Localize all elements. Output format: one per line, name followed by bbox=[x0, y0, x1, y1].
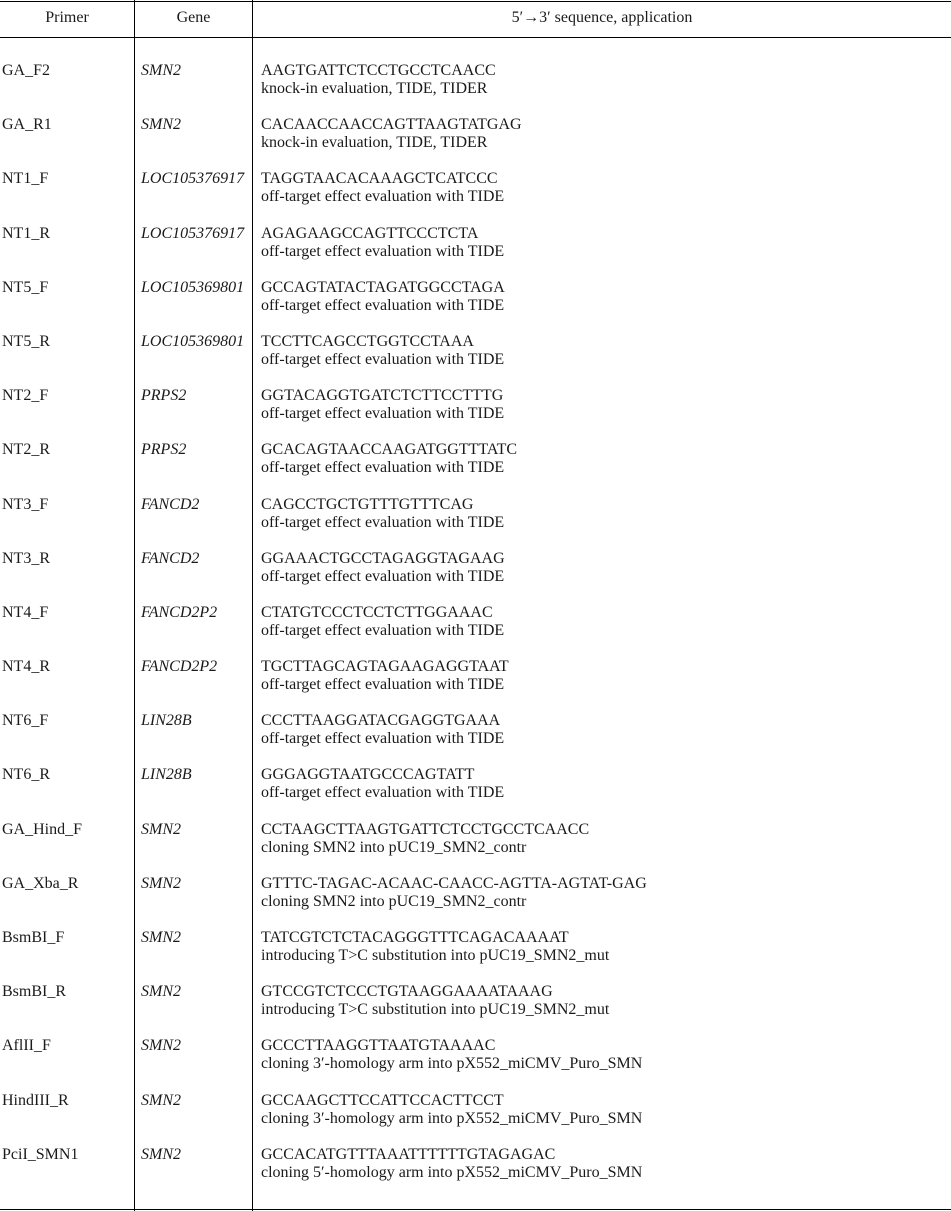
table-row bbox=[0, 333, 951, 387]
primer-application: off-target effect evaluation with TIDE bbox=[261, 621, 505, 639]
table-row bbox=[0, 225, 951, 279]
gene-name: FANCD2 bbox=[141, 495, 200, 513]
table-row bbox=[0, 658, 951, 712]
primer-sequence: GCCAAGCTTCCATTCCACTTCCT bbox=[261, 1091, 504, 1109]
sequence-cell bbox=[261, 116, 522, 152]
header-primer: Primer bbox=[45, 9, 89, 26]
gene-name: SMN2 bbox=[141, 820, 181, 838]
primer-sequence: CTATGTCCCTCCTCTTGGAAAC bbox=[261, 603, 493, 621]
sequence-cell bbox=[261, 983, 609, 1019]
gene-name: LIN28B bbox=[141, 766, 192, 784]
primer-application: cloning SMN2 into pUC19_SMN2_contr bbox=[261, 838, 527, 856]
primer-application: off-target effect evaluation with TIDE bbox=[261, 513, 505, 531]
primer-sequence: GGGAGGTAATGCCCAGTATT bbox=[261, 766, 475, 784]
primer-application: knock-in evaluation, TIDE, TIDER bbox=[261, 80, 488, 97]
primer-application: introducing T>C substitution into pUC19_SMN2_mut bbox=[261, 947, 610, 964]
table-row bbox=[0, 170, 951, 224]
sequence-cell bbox=[261, 1146, 642, 1182]
table-row bbox=[0, 62, 951, 116]
primer-name: NT1_R bbox=[2, 224, 50, 242]
primer-name: GA_R1 bbox=[2, 116, 52, 134]
table-row bbox=[0, 712, 951, 766]
table-top-rule bbox=[0, 1, 951, 2]
sequence-cell bbox=[261, 333, 504, 369]
sequence-cell bbox=[261, 387, 504, 423]
sequence-cell bbox=[261, 279, 505, 315]
primer-sequence: GCCACATGTTTAAATTTTTTGTAGAGAC bbox=[261, 1145, 556, 1163]
primer-sequence: GTTTC-TAGAC-ACAAC-CAACC-AGTTA-AGTAT-GAG bbox=[261, 874, 647, 892]
gene-name: PRPS2 bbox=[141, 441, 187, 459]
gene-name: FANCD2 bbox=[141, 549, 200, 567]
sequence-cell bbox=[261, 766, 504, 802]
primer-sequence: GGTACAGGTGATCTCTTCCTTTG bbox=[261, 387, 504, 405]
table-row bbox=[0, 1092, 951, 1146]
sequence-cell bbox=[261, 225, 504, 261]
table-row bbox=[0, 387, 951, 441]
primer-name: NT1_F bbox=[2, 170, 49, 188]
table-body bbox=[0, 62, 951, 1200]
sequence-cell bbox=[261, 62, 496, 98]
primer-application: cloning 5′-homology arm into pX552_miCMV_Puro_SMN bbox=[261, 1163, 643, 1181]
primer-name: GA_Hind_F bbox=[2, 820, 83, 838]
primer-name: NT2_F bbox=[2, 387, 49, 405]
primer-sequence: AGAGAAGCCAGTTCCCTCTA bbox=[261, 224, 479, 242]
table-row bbox=[0, 929, 951, 983]
primer-sequence: CCCTTAAGGATACGAGGTGAAA bbox=[261, 712, 501, 730]
table-row bbox=[0, 1146, 951, 1200]
primer-sequence: CCTAAGCTTAAGTGATTCTCCTGCCTCAACC bbox=[261, 820, 590, 838]
table-row bbox=[0, 279, 951, 333]
gene-name: LOC105369801 bbox=[141, 278, 245, 296]
table-row bbox=[0, 1037, 951, 1091]
primer-application: cloning 3′-homology arm into pX552_miCMV_Puro_SMN bbox=[261, 1109, 643, 1127]
primer-application: off-target effect evaluation with TIDE bbox=[261, 296, 505, 314]
gene-name: SMN2 bbox=[141, 983, 181, 1001]
primer-sequence: GCCAGTATACTAGATGGCCTAGA bbox=[261, 278, 505, 296]
primer-name: GA_F2 bbox=[2, 62, 51, 79]
gene-name: SMN2 bbox=[141, 874, 181, 892]
primer-name: NT4_R bbox=[2, 658, 50, 676]
primer-sequence: GCACAGTAACCAAGATGGTTTATC bbox=[261, 441, 518, 459]
gene-name: SMN2 bbox=[141, 1145, 181, 1163]
gene-name: SMN2 bbox=[141, 929, 181, 946]
table-row bbox=[0, 604, 951, 658]
sequence-cell bbox=[261, 1092, 642, 1128]
header-gene: Gene bbox=[176, 9, 211, 26]
primer-name: NT4_F bbox=[2, 603, 49, 621]
primer-sequence: AAGTGATTCTCCTGCCTCAACC bbox=[261, 62, 496, 79]
sequence-cell bbox=[261, 170, 504, 206]
primer-name: NT3_R bbox=[2, 549, 50, 567]
primer-application: knock-in evaluation, TIDE, TIDER bbox=[261, 134, 488, 152]
sequence-cell bbox=[261, 712, 504, 748]
primer-sequence: TAGGTAACACAAAGCTCATCCC bbox=[261, 170, 498, 188]
primer-name: NT6_F bbox=[2, 712, 49, 730]
sequence-cell bbox=[261, 929, 609, 965]
primer-name: NT2_R bbox=[2, 441, 50, 459]
primer-application: off-target effect evaluation with TIDE bbox=[261, 676, 505, 694]
primer-name: NT6_R bbox=[2, 766, 50, 784]
table-bottom-rule bbox=[0, 1209, 951, 1210]
sequence-cell bbox=[261, 496, 504, 532]
primer-name: NT5_F bbox=[2, 278, 49, 296]
primer-sequence: TGCTTAGCAGTAGAAGAGGTAAT bbox=[261, 658, 509, 676]
primer-application: off-target effect evaluation with TIDE bbox=[261, 730, 505, 748]
gene-name: SMN2 bbox=[141, 1091, 181, 1109]
sequence-cell bbox=[261, 658, 509, 694]
primer-application: off-target effect evaluation with TIDE bbox=[261, 350, 505, 368]
sequence-cell bbox=[261, 875, 647, 911]
primer-application: off-target effect evaluation with TIDE bbox=[261, 567, 505, 585]
gene-name: SMN2 bbox=[141, 116, 181, 134]
primer-name: PciI_SMN1 bbox=[2, 1145, 79, 1163]
primer-name: BsmBI_R bbox=[2, 983, 67, 1001]
gene-name: LIN28B bbox=[141, 712, 192, 730]
gene-name: FANCD2P2 bbox=[141, 603, 218, 621]
primer-sequence: CAGCCTGCTGTTTGTTTCAG bbox=[261, 495, 474, 513]
table-row bbox=[0, 766, 951, 820]
table-row bbox=[0, 875, 951, 929]
primer-application: cloning 3′-homology arm into pX552_miCMV_Puro_SMN bbox=[261, 1055, 643, 1073]
sequence-cell bbox=[261, 1037, 642, 1073]
sequence-cell bbox=[261, 821, 589, 857]
primer-name: NT3_F bbox=[2, 495, 49, 513]
primer-sequence: TCCTTCAGCCTGGTCCTAAA bbox=[261, 332, 474, 350]
primer-application: off-target effect evaluation with TIDE bbox=[261, 188, 505, 206]
table-row bbox=[0, 983, 951, 1037]
gene-name: LOC105376917 bbox=[141, 224, 245, 242]
header-bottom-rule bbox=[0, 37, 951, 38]
table-row bbox=[0, 550, 951, 604]
primer-name: HindIII_R bbox=[2, 1091, 69, 1109]
header-sequence: 5′→3′ sequence, application bbox=[511, 9, 693, 26]
primer-application: off-target effect evaluation with TIDE bbox=[261, 459, 505, 477]
primer-sequence: CACAACCAACCAGTTAAGTATGAG bbox=[261, 116, 522, 134]
primer-name: AflII_F bbox=[2, 1037, 51, 1055]
table-row bbox=[0, 441, 951, 495]
gene-name: PRPS2 bbox=[141, 387, 187, 405]
primer-sequence: TATCGTCTCTACAGGGTTTCAGACAAAAT bbox=[261, 929, 569, 946]
primer-application: off-target effect evaluation with TIDE bbox=[261, 242, 505, 260]
sequence-cell bbox=[261, 604, 504, 640]
gene-name: LOC105376917 bbox=[141, 170, 245, 188]
table-row bbox=[0, 116, 951, 170]
primer-application: off-target effect evaluation with TIDE bbox=[261, 405, 505, 423]
table-row bbox=[0, 821, 951, 875]
gene-name: FANCD2P2 bbox=[141, 658, 218, 676]
primer-sequence: GTCCGTCTCCCTGTAAGGAAAATAAAG bbox=[261, 983, 553, 1001]
primer-name: NT5_R bbox=[2, 332, 50, 350]
primer-sequence: GCCCTTAAGGTTAATGTAAAAC bbox=[261, 1037, 496, 1055]
table-row bbox=[0, 496, 951, 550]
gene-name: LOC105369801 bbox=[141, 332, 245, 350]
primer-application: off-target effect evaluation with TIDE bbox=[261, 784, 505, 802]
primer-sequence: GGAAACTGCCTAGAGGTAGAAG bbox=[261, 549, 505, 567]
primer-name: BsmBI_F bbox=[2, 929, 65, 946]
primer-name: GA_Xba_R bbox=[2, 874, 79, 892]
sequence-cell bbox=[261, 441, 517, 477]
primer-application: cloning SMN2 into pUC19_SMN2_contr bbox=[261, 892, 527, 910]
gene-name: SMN2 bbox=[141, 1037, 181, 1055]
primer-application: introducing T>C substitution into pUC19_SMN2_mut bbox=[261, 1001, 610, 1019]
gene-name: SMN2 bbox=[141, 62, 181, 79]
sequence-cell bbox=[261, 550, 505, 586]
